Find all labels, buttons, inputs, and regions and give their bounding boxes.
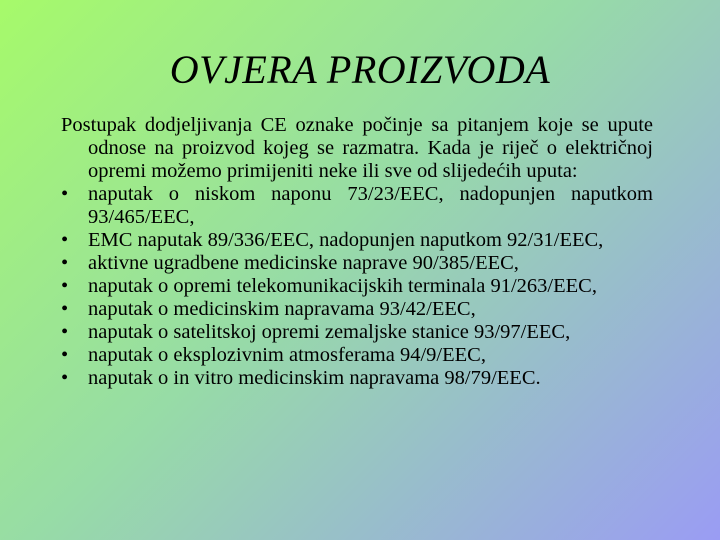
list-item-text: naputak o niskom naponu 73/23/EEC, nadopunjen naputkom 93/465/EEC,: [88, 183, 653, 228]
list-item-text: naputak o medicinskim napravama 93/42/EEC,: [88, 298, 476, 320]
list-item: [61, 367, 653, 390]
list-item-text: naputak o satelitskoj opremi zemaljske stanice 93/97/EEC,: [88, 321, 571, 343]
list-item: [61, 298, 653, 321]
slide-title: OVJERA PROIZVODA: [169, 47, 551, 92]
bullet-icon: •: [61, 298, 69, 320]
list-item-text: EMC naputak 89/336/EEC, nadopunjen naputkom 92/31/EEC,: [88, 229, 604, 251]
list-item: [61, 344, 653, 367]
intro-paragraph: Postupak dodjeljivanja CE oznake počinje sa pitanjem koje se upute odnose na proizvod kojeg se razmatra. Kada je riječ o električnoj opremi možemo primijeniti neke ili sve od slijedećih uputa:: [61, 114, 653, 182]
list-item-text: aktivne ugradbene medicinske naprave 90/385/EEC,: [88, 252, 519, 274]
bullet-icon: •: [61, 367, 69, 389]
bullet-icon: •: [61, 275, 69, 297]
bullet-icon: •: [61, 321, 69, 343]
list-item: [61, 229, 653, 252]
bullet-icon: •: [61, 183, 69, 205]
bullet-icon: •: [61, 252, 69, 274]
list-item: [61, 183, 653, 229]
list-item-text: naputak o in vitro medicinskim napravama 98/79/EEC.: [88, 367, 541, 389]
directive-list: [61, 183, 653, 390]
list-item: [61, 275, 653, 298]
list-item-text: naputak o eksplozivnim atmosferama 94/9/EEC,: [88, 344, 486, 366]
bullet-icon: •: [61, 344, 69, 366]
list-item: [61, 252, 653, 275]
slide-body: [61, 114, 653, 390]
list-item-text: naputak o opremi telekomunikacijskih terminala 91/263/EEC,: [88, 275, 597, 297]
bullet-icon: •: [61, 229, 69, 251]
list-item: [61, 321, 653, 344]
